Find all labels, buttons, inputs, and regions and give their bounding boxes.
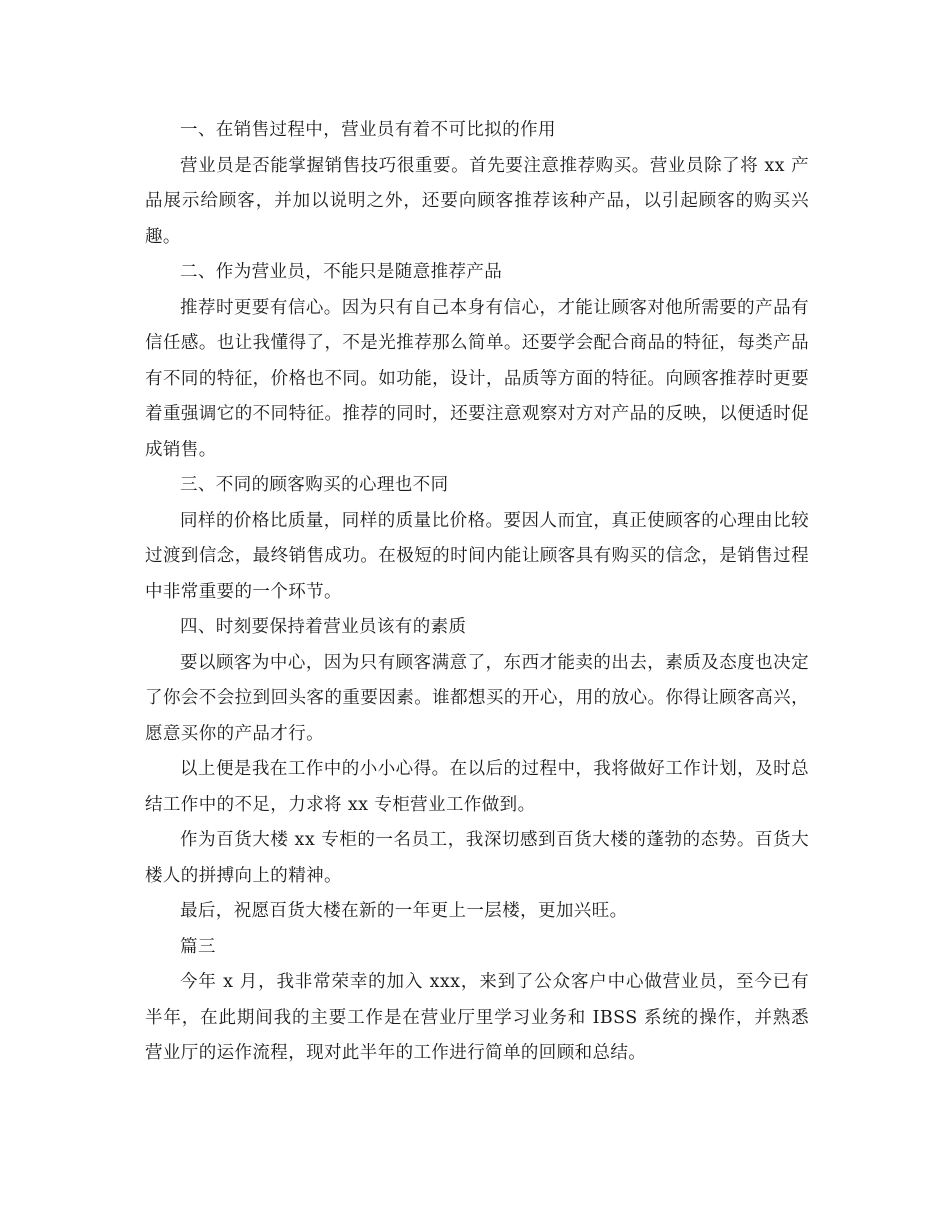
document-body	[145, 113, 809, 1072]
body-paragraph: 推荐时更要有信心。因为只有自己本身有信心，才能让顾客对他所需要的产品有信任感。也让我懂得了，不是光推荐那么简单。还要学会配合商品的特征，每类产品有不同的特征，价格也不同。如功能，设计，品质等方面的特征。向顾客推荐时更要着重强调它的不同特征。推荐的同时，还要注意观察对方对产品的反映，以便适时促成销售。	[145, 297, 809, 460]
part-heading: 篇三	[180, 936, 216, 957]
section-heading-1: 一、在销售过程中，营业员有着不可比拟的作用	[180, 120, 556, 140]
body-paragraph: 最后，祝愿百货大楼在新的一年更上一层楼，更加兴旺。	[180, 901, 628, 921]
body-paragraph: 作为百货大楼 xx 专柜的一名员工，我深切感到百货大楼的蓬勃的态势。百货大楼人的拼搏向上的精神。	[145, 830, 809, 886]
body-paragraph: 营业员是否能掌握销售技巧很重要。首先要注意推荐购买。营业员除了将 xx 产品展示给顾客，并加以说明之外，还要向顾客推荐该种产品，以引起顾客的购买兴趣。	[145, 155, 809, 247]
body-paragraph: 要以顾客为中心，因为只有顾客满意了，东西才能卖的出去，素质及态度也决定了你会不会拉到回头客的重要因素。谁都想买的开心，用的放心。你得让顾客高兴，愿意买你的产品才行。	[145, 652, 809, 744]
section-heading-2: 二、作为营业员，不能只是随意推荐产品	[180, 262, 503, 282]
body-paragraph: 同样的价格比质量，同样的质量比价格。要因人而宜，真正使顾客的心理由比较过渡到信念，最终销售成功。在极短的时间内能让顾客具有购买的信念，是销售过程中非常重要的一个环节。	[145, 510, 809, 602]
section-heading-3: 三、不同的顾客购买的心理也不同	[180, 475, 449, 495]
body-paragraph: 以上便是我在工作中的小小心得。在以后的过程中，我将做好工作计划，及时总结工作中的不足，力求将 xx 专柜营业工作做到。	[145, 759, 809, 815]
section-heading-4: 四、时刻要保持着营业员该有的素质	[180, 617, 467, 637]
body-paragraph: 今年 x 月，我非常荣幸的加入 xxx，来到了公众客户中心做营业员，至今已有半年，在此期间我的主要工作是在营业厅里学习业务和 IBSS 系统的操作，并熟悉营业厅的运作流程，现对此半年的工作进行简单的回顾和总结。	[145, 972, 809, 1063]
